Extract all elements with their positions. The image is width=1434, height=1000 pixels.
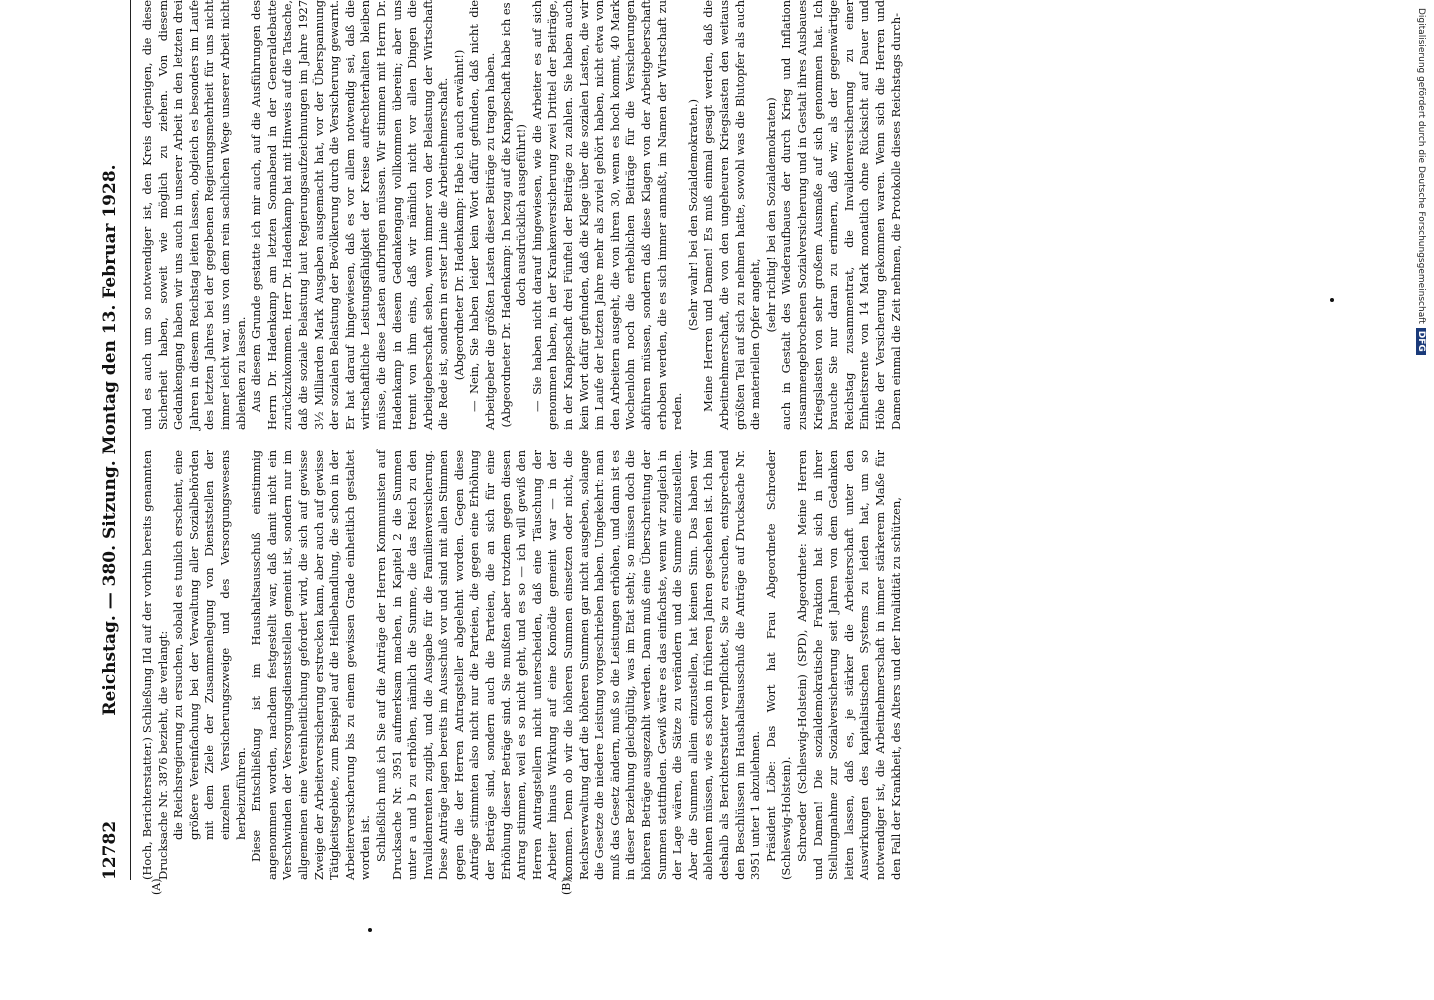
interjection: (Abgeordneter Dr. Hadenkamp: Habe ich auch erwähnt!)	[451, 49, 466, 381]
paragraph: auch in Gestalt des Wiederaufbaues der durch Krieg und Inflation zusammengebrochenen Sozialversicherung und in Gestalt ihres Ausbaues Kriegslasten von sehr großem Ausmaße auf sich genommen hat. Ich brauche Sie nur daran zu erinnern, daß wir, als der gegenwärtige Reichstag zusammentrat, die Invalidenversicherung zu einer Einheitsrente von 14 Mark monatlich ohne Rücksicht auf Dauer und Höhe der Versicherung gekommen waren. Wenn sich die Herren und Damen einmal die Zeit nehmen, die Protokolle dieses Reichstags durch-	[779, 0, 903, 430]
page-header	[100, 0, 130, 900]
paragraph: Diese Entschließung ist im Haushaltsausschuß einstimmig angenommen worden, nachdem festgestellt war, daß damit nicht ein Verschwinden der Versorgungsdienststellen gemeint ist, sondern nur im allgemeinen eine Vereinheitlichung gefordert wird, die sich auf gewisse Zweige der Arbeiterversicherung erstrecken kann, aber auch auf gewisse Tätigkeitsgebiete, zum Beispiel auf die Heilbehandlung, die schon in der Arbeiterversicherung bis zu einem gewissen Grade einheitlich gestaltet worden ist.	[249, 450, 373, 880]
left-column	[140, 450, 904, 880]
interjection: (Abgeordneter Dr. Hadenkamp: In bezug auf die Knappschaft habe ich es doch ausdrücklich ausgeführt!)	[498, 2, 529, 428]
header-rule	[130, 0, 131, 880]
margin-mark-b: (B)	[560, 878, 573, 895]
page-number: 12782	[100, 820, 120, 880]
paragraph: (Hoch, Berichterstatter.) Schließung IId auf der vorhin bereits genannten Drucksache Nr. 3876 bezieht, die verlangt:	[140, 450, 170, 880]
right-column	[140, 0, 904, 430]
paragraph: Aus diesem Grunde gestatte ich mir auch, auf die Ausführungen des Herrn Dr. Hadenkamp am letzten Sonnabend in der Generaldebatte zurückzukommen. Herr Dr. Hadenkamp hat mit Hinweis auf die Tatsache, daß die soziale Belastung laut Regierungsaufzeichnungen im Jahre 1927 3½ Milliarden Mark Ausgaben ausgemacht hat, vor der Überspannung der sozialen Belastung der Bevölkerung durch die Versicherung gewarnt. Er hat darauf hingewiesen, daß es vor allem notwendig sei, daß die wirtschaftliche Leistungsfähigkeit der Kreise aufrechterhalten bleiben müsse, die diese Lasten aufbringen müssen. Wir stimmen mit Herrn Dr. Hadenkamp in diesem Gedankengang vollkommen überein; aber uns trennt von ihm eins, daß wir nämlich nicht vor allen Dingen die Arbeitgeberschaft sehen, wenn immer von der Belastung der Wirtschaft die Rede ist, sondern in erster Linie die Arbeitnehmerschaft.	[249, 0, 451, 430]
running-title: Reichstag. — 380. Sitzung. Montag den 13. Februar 1928.	[100, 164, 120, 716]
margin-mark-a: (A)	[150, 878, 163, 895]
paragraph: Schließlich muß ich Sie auf die Anträge der Herren Kommunisten auf Drucksache Nr. 3951 aufmerksam machen, in Kapitel 2 die Summen unter a und b zu erhöhen, nämlich die Summe, die das Reich zu den Invalidenrenten zugibt, und die Ausgabe für die Familienversicherung. Diese Anträge lagen bereits im Ausschuß vor und sind mit allen Stimmen gegen die der Herren Antragsteller abgelehnt worden. Gegen diese Anträge stimmten also nicht nur die Parteien, die gegen eine Erhöhung der Beträge sind, sondern auch die Parteien, die an sich für eine Erhöhung dieser Beträge sind. Sie mußten aber trotzdem gegen diesen Antrag stimmen, weil es so nicht geht, und es so — ich will gewiß den Herren Antragstellern nicht unterscheiden, daß eine Täuschung der Arbeiter hinaus Wirkung auf eine Komödie gemeint war — in der kommen. Denn ob wir die höheren Summen einsetzen oder nicht, die Reichsverwaltung darf die höheren Summen gar nicht ausgeben, solange die Gesetze die niedere Leistung vorgeschrieben haben. Umgekehrt: man muß das Gesetz ändern, muß so die Leistungen erhöhen, und dann ist es in dieser Beziehung gleichgültig, was im Etat steht; so müssen doch die höheren Beträge ausgezahlt werden. Dann muß eine Überschreitung der Summen stattfinden. Gewiß wäre es das einfachste, wenn wir zugleich in der Lage wären, die Sätze zu verändern und die Summe einzustellen. Aber die Summen allein einzustellen, hat keinen Sinn. Das haben wir ablehnen müssen, wie es schon in früheren Jahren geschehen ist. Ich bin deshalb als Berichterstatter verpflichtet, Sie zu ersuchen, entsprechend den Beschlüssen im Haushaltsausschuß die Anträge auf Drucksache Nr. 3951 unter 1 abzulehnen.	[373, 450, 763, 880]
paragraph: Meine Herren und Damen! Es muß einmal gesagt werden, daß die Arbeitnehmerschaft, die von den ungeheuren Kriegslasten den weitaus größten Teil auf sich zu nehmen hatte, sowohl was die Blutopfer als auch die materiellen Opfer angeht,	[701, 0, 763, 430]
credit-text: Digitalisierung gefördert durch die Deutsche Forschungsgemeinschaft	[1416, 8, 1426, 324]
print-speck	[1330, 298, 1334, 302]
paragraph: — Nein, Sie haben leider kein Wort dafür gefunden, daß nicht die Arbeitgeber die größten Lasten dieser Beiträge zu tragen haben.	[467, 0, 498, 430]
rotated-document-page	[60, 0, 1380, 900]
interjection: (sehr richtig! bei den Sozialdemokraten)	[763, 97, 778, 333]
paragraph: Präsident Löbe: Das Wort hat Frau Abgeordnete Schroeder (Schleswig-Holstein).	[763, 450, 794, 880]
quoted-resolution: die Reichsregierung zu ersuchen, sobald es tunlich erscheint, eine größere Vereinfachung bei der Verwaltung aller Sozialbehörden mit dem Ziele der Zusammenlegung von Dienststellen der einzelnen Versicherungszweige und des Versorgungswesens herbeizuführen.	[171, 450, 248, 840]
paragraph: Schroeder (Schleswig-Holstein) (SPD), Abgeordnete: Meine Herren und Damen! Die sozialdemokratische Fraktion hat sich in ihrer Stellungnahme zur Sozialversicherung seit Jahren von dem Gedanken leiten lassen, daß es, je stärker die Arbeiterschaft unter den Auswirkungen des kapitalistischen Systems zu leiden hat, um so notwendiger ist, die Arbeitnehmerschaft in immer stärkerem Maße für den Fall der Krankheit, des Alters und der Invalidität zu schützen,	[794, 450, 903, 880]
page-content	[60, 0, 1380, 900]
paragraph: — Sie haben nicht darauf hingewiesen, wie die Arbeiter es auf sich genommen haben, in der Krankenversicherung zwei Drittel der Beiträge, in der Knappschaft drei Fünftel der Beiträge zu zahlen. Sie haben auch kein Wort dafür gefunden, daß die Klage über die sozialen Lasten, die wir im Laufe der letzten Jahre mehr als zuviel gehört haben, nicht etwa von den Arbeitern ausgeht, die von ihren 30, wenn es hoch kommt, 40 Mark Wochenlohn noch die erheblichen Beiträge für die Versicherungen abführen müssen, sondern daß diese Klagen von der Arbeitgeberschaft erhoben werden, die es sich immer anmaßt, im Namen der Wirtschaft zu reden.	[529, 0, 685, 430]
interjection: (Sehr wahr! bei den Sozialdemokraten.)	[685, 99, 700, 331]
dfg-logo: DFG	[1416, 328, 1426, 355]
print-speck	[368, 928, 372, 932]
digitization-credit	[1408, 8, 1432, 993]
paragraph: und es auch um so notwendiger ist, den Kreis derjenigen, die diese Sicherheit haben, soweit wie möglich zu ziehen. Von diesem Gedankengang haben wir uns auch in unserer Arbeit in den letzten drei Jahren in diesem Reichstag leiten lassen, obgleich es besonders im Laufe des letzten Jahres bei der gegebenen Regierungsmehrheit für uns nicht immer leicht war, uns von dem rein sachlichen Wege unserer Arbeit nicht ablenken zu lassen.	[140, 0, 248, 430]
